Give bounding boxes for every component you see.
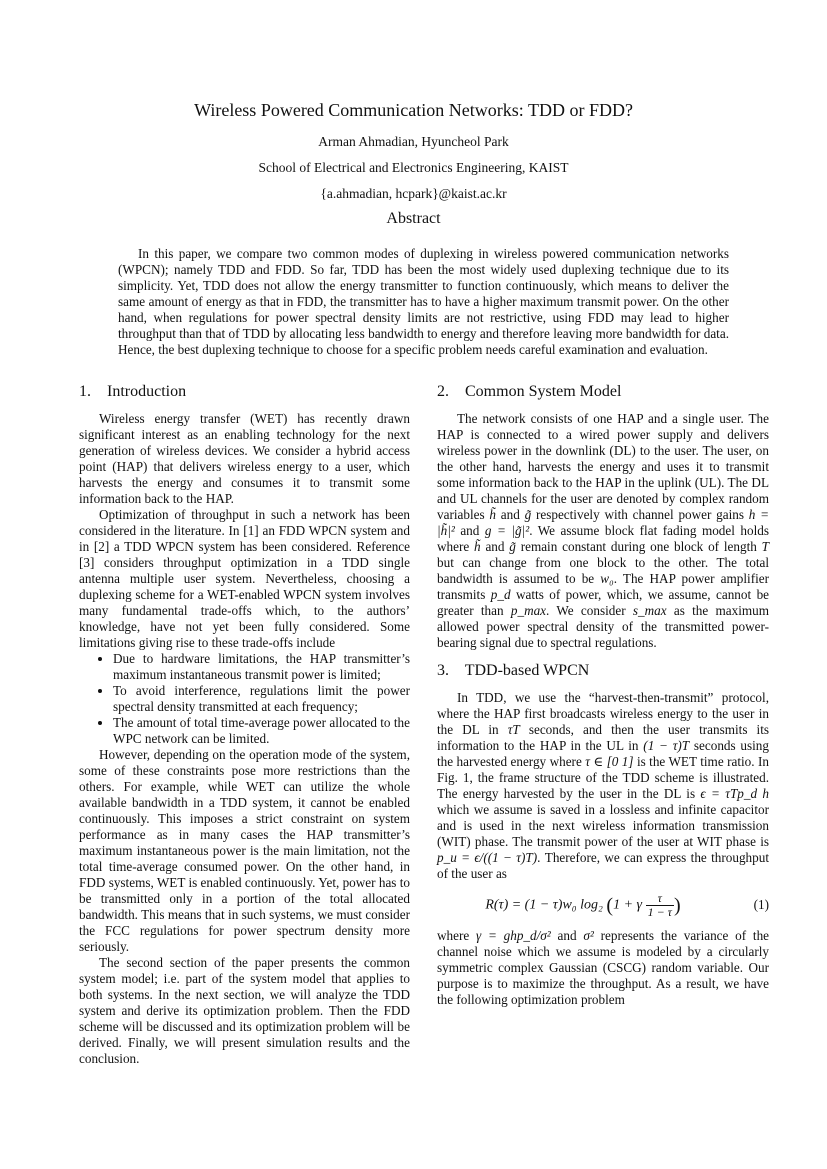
- math-tau-range: τ ∈ [0 1]: [585, 754, 634, 769]
- math-energy: ϵ = τTp_d h: [700, 786, 770, 801]
- section-3-number: 3.: [437, 662, 449, 679]
- section-1-heading: [79, 382, 410, 402]
- text-run: . Therefore, we can express the throughput of the user as: [437, 850, 769, 881]
- math-g-tilde: g̃: [524, 507, 532, 522]
- text-run: In TDD, we use the “harvest-then-transmit” protocol, where the HAP first broadcasts wireless energy to the user in the DL in: [437, 690, 769, 737]
- section-2-number: 2.: [437, 383, 449, 400]
- text-run: remain constant during one block of length: [520, 539, 757, 554]
- right-column: [437, 382, 769, 1008]
- math-gamma: γ = ghp_d/σ²: [476, 928, 551, 943]
- eq-paren-close: ): [673, 894, 681, 916]
- text-run: watts of power, which, we assume, cannot be greater than: [437, 587, 770, 618]
- section-2-title: Common System Model: [465, 383, 622, 400]
- left-column: [79, 382, 410, 1067]
- limitation-item: • The amount of total time-average power allocated to the WPC network can be limited.: [113, 715, 410, 747]
- text-run: which we assume is saved in a lossless and infinite capacitor and is used in the next wireless information transmission (WIT) phase. The transmit power of the user at WIT phase is: [437, 802, 769, 849]
- math-pmax: p_max: [510, 603, 547, 618]
- affiliation: School of Electrical and Electronics Engineering, KAIST: [258, 160, 569, 175]
- text-run: The network consists of one HAP and a single user. The HAP is connected to a wired power supply and delivers wireless power in the downlink (DL) to the user. The user, on the other hand, harvests the energy and uses it to transmit some information back to the HAP in the uplink (UL). The DL and UL channels for the user are denoted by complex random variables: [437, 411, 769, 522]
- text-run: and: [500, 507, 520, 522]
- math-h-def: h = |h̃|²: [437, 507, 770, 538]
- authors: Arman Ahmadian, Hyuncheol Park: [318, 134, 509, 149]
- eq-lhs: R(τ) = (1 − τ)w₀ log₂: [485, 897, 603, 913]
- eq-fraction: [646, 892, 674, 919]
- text-run: is the WET time ratio. In Fig. 1, the frame structure of the TDD scheme is illustrated. The energy harvested by the user in the DL is: [437, 754, 769, 801]
- text-run: where: [437, 928, 470, 943]
- section-2-heading: [437, 382, 769, 402]
- section-3-heading: [437, 661, 769, 681]
- tdd-paragraph-2: [437, 928, 769, 1008]
- section-3-title: TDD-based WPCN: [464, 662, 590, 679]
- text-run: represents the variance of the channel noise which we assume is modeled by a circularly symmetric complex Gaussian (CSCG) random variable. Our purpose is to maximize the throughput. As a result, we have the following optimization problem: [437, 928, 770, 1007]
- intro-paragraph-2: Optimization of throughput in such a network has been considered in the literature. In [1] an FDD WPCN system and in [2] a TDD WPCN system has been considered. Reference [3] considers throughput optimization in a TDD single antenna multiple user system. Nevertheless, choosing a duplexing scheme for a WET-enabled WPCN system involves many fundamental trade-offs which, to the authors’ knowledge, have not yet been fully considered. Some limitations giving rise to these trade-offs include: [79, 507, 410, 650]
- email: {a.ahmadian, hcpark}@kaist.ac.kr: [320, 186, 507, 201]
- math-T: T: [761, 539, 770, 554]
- math-pd: p_d: [490, 587, 511, 602]
- text-run: and: [485, 539, 505, 554]
- intro-paragraph-3: However, depending on the operation mode of the system, some of these constraints pose more restrictions than the others. For example, while WET can utilize the whole available bandwidth in a TDD system, it cannot be enabled continuously. This imposes a strict constraint on system performance as in many cases the HAP transmitter’s maximum instantaneous power is the main limitation, not the total time-average consumed power. On the other hand, in FDD systems, WET is enabled continuously. Yet, power has to be transmitted only in a portion of the total allocated bandwidth. This means that in such systems, we must consider the FCC regulations for power spectrum density more seriously.: [79, 747, 410, 954]
- equation-body: [437, 892, 729, 919]
- math-w0: w₀: [600, 571, 614, 586]
- abstract-heading: Abstract: [386, 210, 441, 227]
- eq-one-plus: 1 + γ: [613, 897, 643, 913]
- paper-title: Wireless Powered Communication Networks: TDD or FDD?: [194, 100, 633, 120]
- text-run: seconds using the harvested energy where: [437, 738, 769, 769]
- intro-paragraph-1: Wireless energy transfer (WET) has recently drawn significant interest as an enabling technology for the next generation of wireless devices. We consider a hybrid access point (HAP) that delivers wireless energy to a user, which harvests the energy and consumes it to transmit some information back to the HAP.: [79, 411, 410, 506]
- tdd-paragraph-1: [437, 690, 769, 882]
- text-run: . The HAP power amplifier transmits: [437, 571, 769, 602]
- text-run: but can change from one block to the other. The total bandwidth is assumed to be: [437, 555, 769, 586]
- text-run: as the maximum allowed power spectral density of the transmitted power-bearing signal due to spectral regulations.: [437, 603, 769, 650]
- math-h-tilde: h̃: [474, 539, 481, 554]
- text-run: and: [460, 523, 480, 538]
- limitations-list: [79, 651, 410, 747]
- math-pu: p_u = ϵ/((1 − τ)T): [437, 850, 538, 865]
- math-g-def: g = |g̃|²: [484, 523, 530, 538]
- eq-frac-denominator: 1 − τ: [647, 904, 672, 919]
- math-one-minus-tau-T: (1 − τ)T: [643, 738, 690, 753]
- text-run: and: [557, 928, 577, 943]
- system-model-paragraph: [437, 411, 769, 651]
- text-run: respectively with channel power gains: [535, 507, 745, 522]
- eq-frac-numerator: τ: [646, 892, 674, 906]
- text-run: . We assume block flat fading model holds where: [437, 523, 769, 554]
- text-run: . We consider: [546, 603, 626, 618]
- equation-1: [437, 888, 769, 922]
- eq-paren-open: (: [606, 894, 614, 916]
- text-run: seconds, and then the user transmits its information to the HAP in the UL in: [437, 722, 769, 753]
- section-1-number: 1.: [79, 383, 91, 400]
- math-sigma2: σ²: [583, 928, 594, 943]
- math-g-tilde: g̃: [509, 539, 516, 554]
- limitation-item: • To avoid interference, regulations limit the power spectral density transmitted at each frequency;: [113, 683, 410, 715]
- limitation-item: • Due to hardware limitations, the HAP transmitter’s maximum instantaneous transmit power is limited;: [113, 651, 410, 683]
- section-1-title: Introduction: [107, 383, 187, 400]
- equation-number: (1): [753, 897, 769, 912]
- intro-paragraph-4: The second section of the paper presents the common system model; i.e. part of the system model that applies to both systems. In the next section, we will analyze the TDD system and derive its optimization problem. Then the FDD scheme will be discussed and its optimization problem will be derived. Finally, we will present simulation results and the conclusion.: [79, 955, 410, 1066]
- math-tauT: τT: [507, 722, 520, 737]
- abstract-text: In this paper, we compare two common modes of duplexing in wireless powered communication networks (WPCN); namely TDD and FDD. So far, TDD has been the most widely used duplexing technique due to its simplicity. Yet, TDD does not allow the energy transmitter to function continuously, which means to deliver the same amount of energy as that in FDD, the transmitter has to have a higher maximum transmit power. On the other hand, when regulations for power spectral density limits are not restrictive, using FDD may lead to higher throughput than that of TDD by allocating less bandwidth to energy and therefore leaving more bandwidth for data. Hence, the best duplexing technique to choose for a specific problem needs careful examination and evaluation.: [118, 246, 729, 357]
- math-smax: s_max: [632, 603, 667, 618]
- math-h-tilde: h̃: [489, 507, 496, 522]
